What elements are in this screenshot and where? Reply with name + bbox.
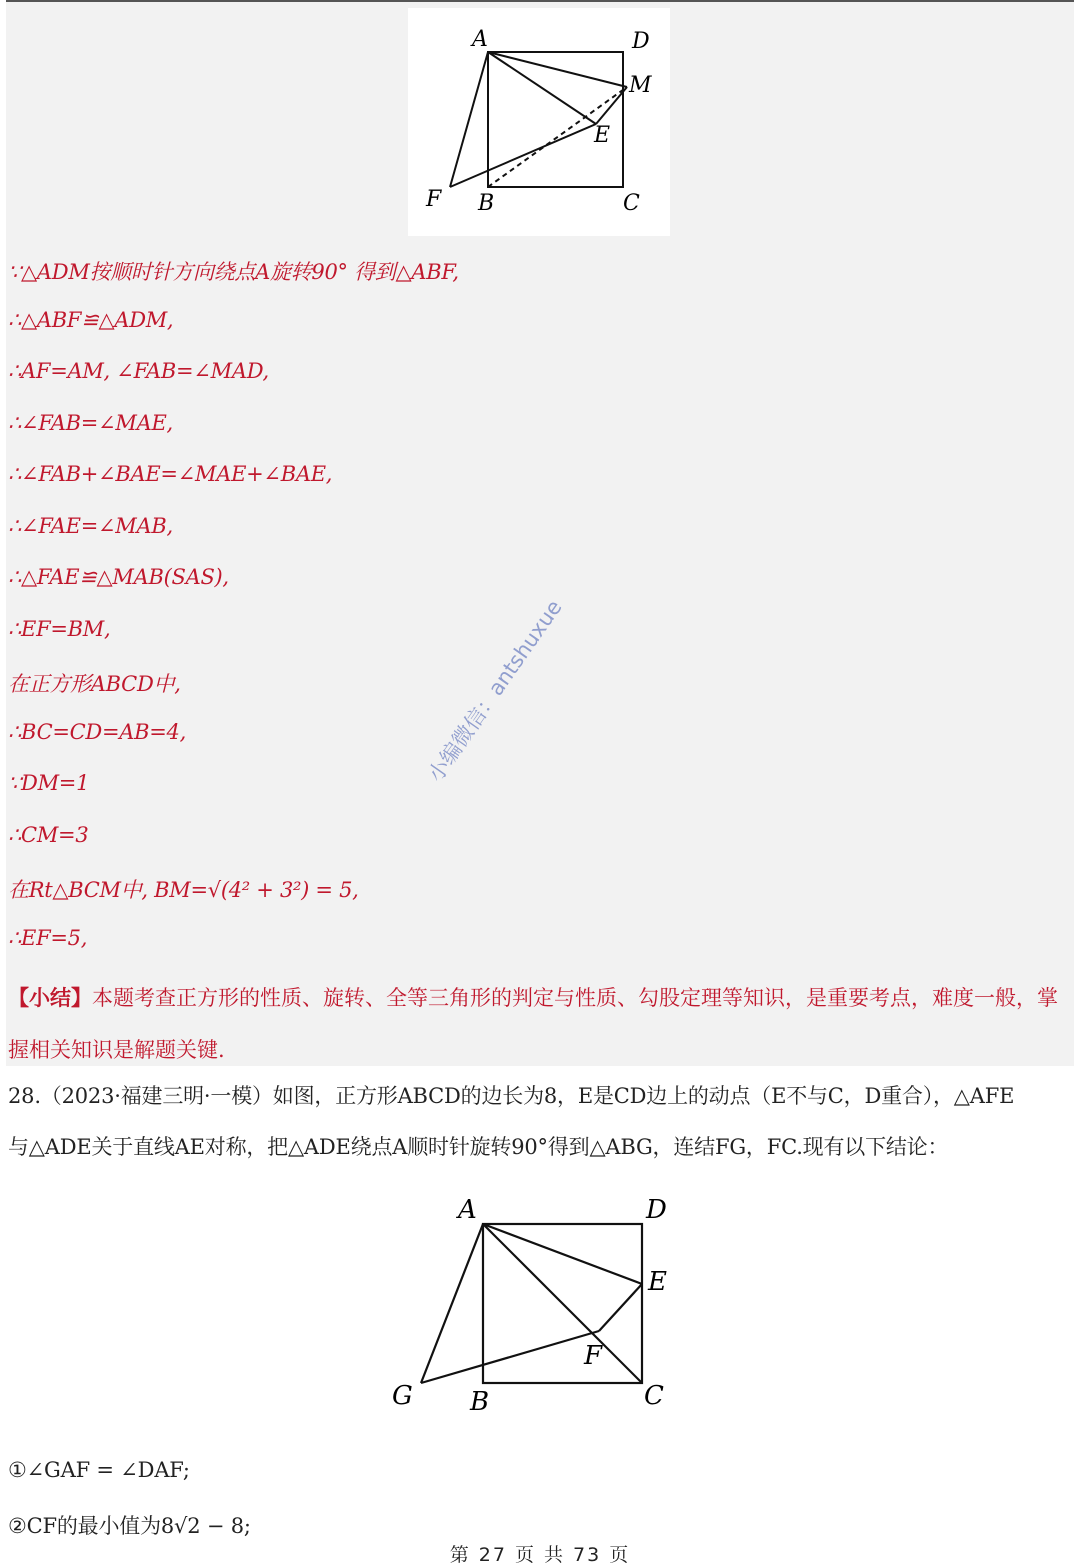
fig2-label-E: E [648,1267,667,1297]
solution-line-7: ∴△FAE≌△MAB(SAS), [8,565,229,589]
watermark-text: 小编微信：antshuxue [423,595,567,787]
question-line-1: 28.（2023·福建三明·一模）如图，正方形ABCD的边长为8，E是CD边上的动点（E不与C，D重合），△AFE [8,1084,1015,1108]
conclusion-1: ①∠GAF = ∠DAF; [8,1458,190,1482]
solution-line-9: 在正方形ABCD中, [8,672,181,696]
conclusion-2: ②CF的最小值为8√2 − 8; [8,1514,251,1538]
top-divider [6,0,1074,2]
fig2-label-D: D [646,1195,667,1225]
solution-line-5: ∴∠FAB+∠BAE=∠MAE+∠BAE, [8,462,333,486]
summary-tag: 【小结】 [8,985,92,1010]
figure-2-svg [380,1190,690,1420]
fig2-label-A: A [458,1195,477,1225]
solution-line-6: ∴∠FAE=∠MAB, [8,514,173,538]
fig1-label-A: A [472,27,488,52]
fig1-label-F: F [426,187,442,212]
summary-paragraph [8,972,1068,1076]
fig2-label-C: C [644,1381,664,1411]
fig1-label-M: M [629,73,652,98]
solution-line-3: ∴AF=AM, ∠FAB=∠MAD, [8,359,269,383]
figure-2 [380,1190,690,1420]
solution-line-13: 在Rt△BCM中, BM=√(4² + 3²) = 5, [8,878,359,902]
summary-text: 本题考查正方形的性质、旋转、全等三角形的判定与性质、勾股定理等知识，是重要考点，难度一般，掌握相关知识是解题关键. [8,986,1058,1062]
solution-line-10: ∴BC=CD=AB=4, [8,720,186,744]
solution-line-1: ∵△ADM按顺时针方向绕点A旋转90° 得到△ABF, [8,260,459,284]
fig1-label-C: C [623,191,640,216]
solution-line-11: ∵DM=1 [8,771,90,795]
page-footer: 第 27 页 共 73 页 [449,1544,631,1566]
fig2-label-G: G [392,1381,413,1411]
question-line-2: 与△ADE关于直线AE对称，把△ADE绕点A顺时针旋转90°得到△ABG，连结FG，FC.现有以下结论： [8,1135,949,1159]
fig2-label-B: B [470,1387,490,1417]
fig2-label-F: F [584,1341,603,1371]
solution-line-12: ∴CM=3 [8,823,89,847]
solution-line-4: ∴∠FAB=∠MAE, [8,411,173,435]
fig1-label-D: D [632,29,650,54]
fig1-label-E: E [594,123,611,148]
fig1-label-B: B [478,191,495,216]
solution-line-14: ∴EF=5, [8,926,88,950]
figure-1 [408,8,670,236]
figure-1-svg [408,8,670,236]
solution-line-2: ∴△ABF≌△ADM, [8,308,174,332]
solution-line-8: ∴EF=BM, [8,617,111,641]
